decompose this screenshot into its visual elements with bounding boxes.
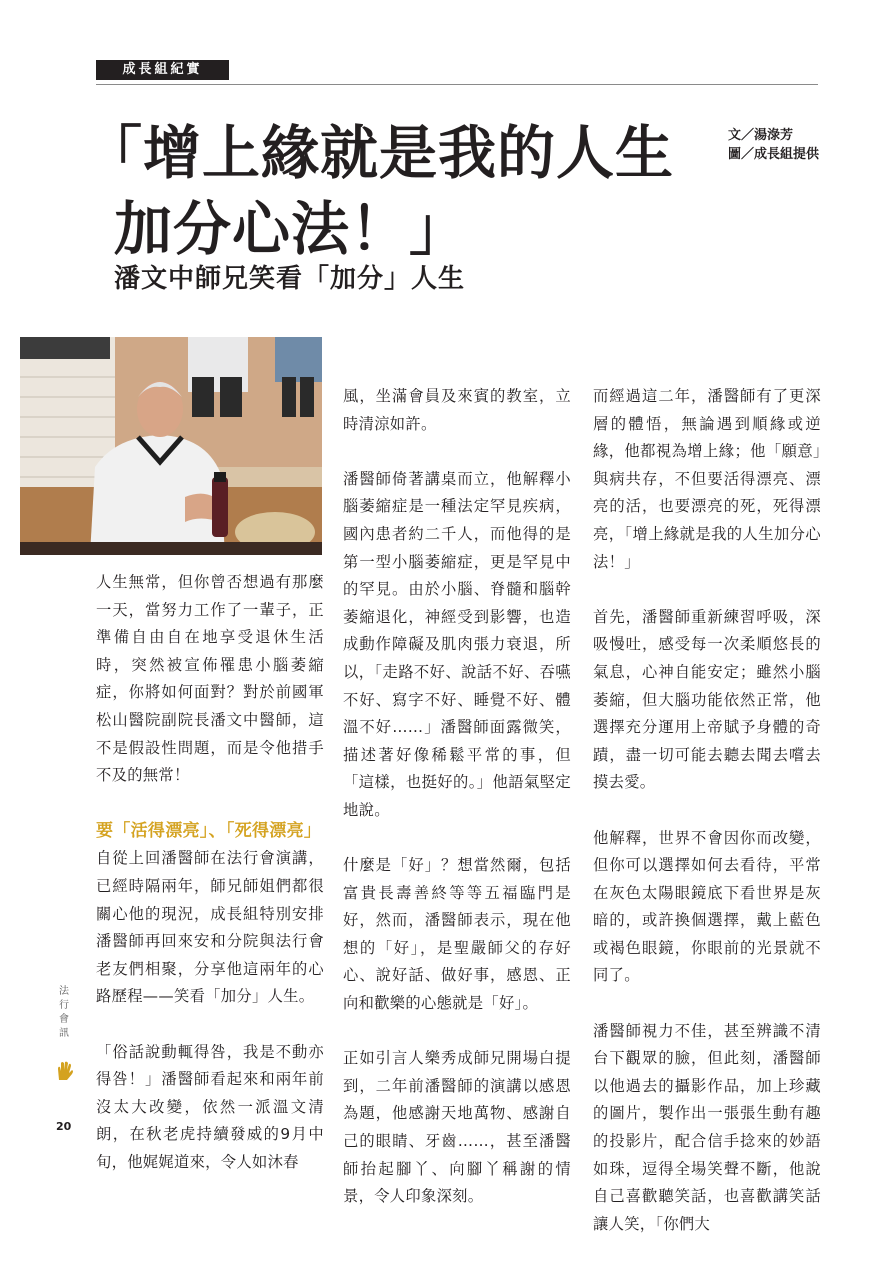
section-tag: 成長組紀實 <box>96 60 229 80</box>
paragraph: 自從上回潘醫師在法行會演講，已經時隔兩年，師兄師姐們都很關心他的現況，成長組特別安排潘醫師再回來安和分院與法行會老友們相聚，分享他這兩年的心路歷程——笑看「加分」人生。 <box>96 849 324 1006</box>
paragraph: 「俗話說動輒得咎，我是不動亦得咎！」潘醫師看起來和兩年前沒太大改變，依然一派溫文清朗，在秋老虎持續發威的9月中旬，他娓娓道來，令人如沐春 <box>96 1042 324 1171</box>
hand-icon <box>56 1060 74 1082</box>
article-title-line-2: 加分心法！」 <box>114 195 469 263</box>
paragraph: 正如引言人樂秀成師兄開場白提到，二年前潘醫師的演講以感恩為題，他感謝天地萬物、感謝自己的眼睛、牙齒……，甚至潘醫師抬起腳丫、向腳丫稱謝的情景，令人印象深刻。 <box>343 1049 571 1206</box>
magazine-logo-vertical: 法行會訊 <box>59 986 69 1039</box>
text-column-2 <box>343 383 571 1238</box>
header-rule <box>96 84 818 85</box>
paragraph: 潘醫師倚著講桌而立，他解釋小腦萎縮症是一種法定罕見疾病，國內患者約二千人，而他得的是第一型小腦萎縮症，更是罕見中的罕見。由於小腦、脊髓和腦幹萎縮退化，神經受到影響，也造成動作障礙及肌肉張力衰退，所以，「走路不好、說話不好、吞嚥不好、寫字不好、睡覺不好、體溫不好……」潘醫師面露微笑，描述著好像稀鬆平常的事，但「這樣，也挺好的。」他語氣堅定地說。 <box>343 469 571 819</box>
paragraph: 潘醫師視力不佳，甚至辨識不清台下觀眾的臉，但此刻，潘醫師以他過去的攝影作品，加上珍藏的圖片，製作出一張張生動有趣的投影片，配合信手捻來的妙語如珠，逗得全場笑聲不斷，他說自己喜歡聽笑話，也喜歡講笑話讓人笑，「你們大 <box>593 1021 821 1233</box>
section-heading: 要「活得漂亮」、「死得漂亮」 <box>96 821 322 842</box>
article-photo <box>20 337 322 555</box>
paragraph: 什麼是「好」？想當然爾，包括富貴長壽善終等等五福臨門是好，然而，潘醫師表示，現在他想的「好」，是聖嚴師父的存好心、說好話、做好事，感恩、正向和歡樂的心態就是「好」。 <box>343 856 571 1013</box>
paragraph: 首先，潘醫師重新練習呼吸，深吸慢吐，感受每一次柔順悠長的氣息，心神自能安定；雖然小腦萎縮，但大腦功能依然正常，他選擇充分運用上帝賦予身體的奇蹟，盡一切可能去聽去聞去嚐去摸去愛。 <box>593 607 821 792</box>
paragraph: 他解釋，世界不會因你而改變，但你可以選擇如何去看待，平常在灰色太陽眼鏡底下看世界是灰暗的，或許換個選擇，戴上藍色或褐色眼鏡，你眼前的光景就不同了。 <box>593 828 821 985</box>
text-column-1 <box>96 569 324 1204</box>
article-subtitle: 潘文中師兄笑看「加分」人生 <box>114 264 466 294</box>
paragraph: 風，坐滿會員及來賓的教室，立時清涼如許。 <box>343 387 571 433</box>
article-title-line-1: 「增上緣就是我的人生 <box>84 119 675 187</box>
paragraph: 人生無常，但你曾否想過有那麼一天，當努力工作了一輩子，正準備自由自在地享受退休生活時，突然被宣佈罹患小腦萎縮症，你將如何面對？對於前國軍松山醫院副院長潘文中醫師，這不是假設性問題，而是令他措手不及的無常！ <box>96 573 324 785</box>
photo-credit: 圖／成長組提供 <box>728 147 820 162</box>
paragraph: 而經過這二年，潘醫師有了更深層的體悟，無論遇到順緣或逆緣，他都視為增上緣；他「願意」與病共存，不但要活得漂亮、漂亮的活，也要漂亮的死，死得漂亮，「增上緣就是我的人生加分心法！」 <box>593 387 821 571</box>
author-credit: 文／湯淥芳 <box>728 128 794 143</box>
text-column-3 <box>593 383 821 1266</box>
page-number: 20 <box>56 1120 72 1133</box>
